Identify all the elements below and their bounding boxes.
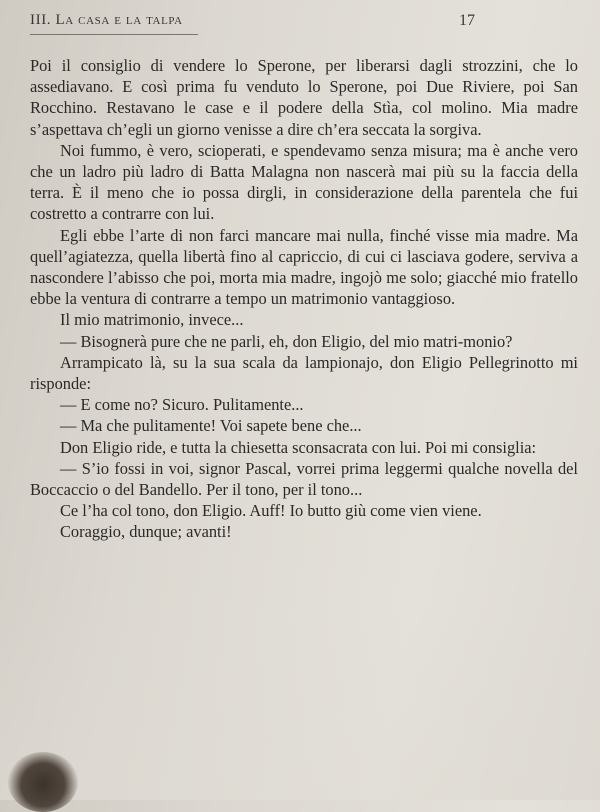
chapter-title: III. La casa e la talpa (30, 12, 183, 28)
paragraph: — E come no? Sicuro. Pulitamente... (60, 395, 304, 415)
running-head (30, 12, 575, 38)
body-text (30, 55, 578, 543)
paragraph: Ce l’ha col tono, don Eligio. Auff! Io butto giù come vien viene. (60, 501, 482, 521)
paragraph: Il mio matrimonio, invece... (60, 310, 244, 330)
page-bottom-shade (0, 600, 600, 800)
paragraph: Arrampicato là, su la sua scala da lampionajo, don Eligio Pellegrinotto mi risponde: (30, 352, 578, 394)
header-rule (30, 34, 198, 35)
paragraph: Don Eligio ride, e tutta la chiesetta sconsacrata con lui. Poi mi consiglia: (60, 437, 537, 457)
paragraph: Noi fummo, è vero, scioperati, e spendevamo senza misura; ma è anche vero che un ladro più ladro di Batta Malagna non nascerà mai più su la faccia della terra. È il meno che io possa dirgli, in considerazione della parentela che fui costretto a contrarre con lui. (30, 140, 578, 224)
paragraph: — Bisognerà pure che ne parli, eh, don Eligio, del mio matri-monio? (60, 331, 513, 351)
thumb-shadow (8, 752, 78, 812)
paragraph: — Ma che pulitamente! Voi sapete bene che... (60, 416, 362, 436)
page-number: 17 (459, 12, 475, 29)
paragraph: Egli ebbe l’arte di non farci mancare mai nulla, finché visse mia madre. Ma quell’agiatezza, quella libertà fino al capriccio, di cui ci lasciava godere, serviva a nascondere l’abisso che poi, morta mia madre, ingojò me solo; giacché mio fratello ebbe la ventura di contrarre a tempo un matrimonio vantaggioso. (30, 225, 578, 309)
paragraph: Poi il consiglio di vendere lo Sperone, per liberarsi dagli strozzini, che lo assediavano. E così prima fu venduto lo Sperone, poi Due Riviere, poi San Rocchino. Restavano le case e il podere della Stìa, col molino. Mia madre s’aspettava ch’egli un giorno venisse a dire ch’era seccata la sorgiva. (30, 56, 578, 139)
paragraph: — S’io fossi in voi, signor Pascal, vorrei prima leggermi qualche novella del Boccaccio o del Bandello. Per il tono, per il tono... (30, 458, 578, 500)
paragraph: Coraggio, dunque; avanti! (60, 522, 232, 542)
